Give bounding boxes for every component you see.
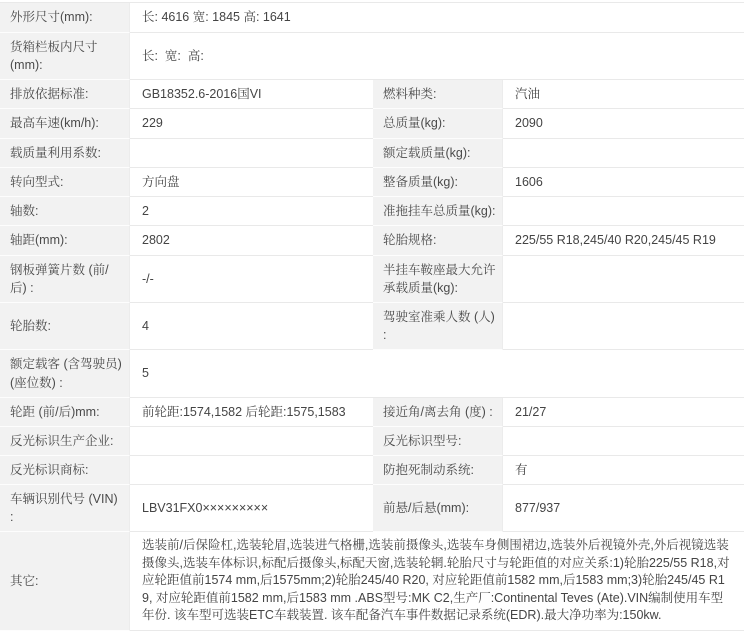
spec-label: 半挂车鞍座最大允许承载质量(kg):: [373, 256, 503, 303]
table-row-topspeed-gross-mass: [0, 109, 744, 138]
spec-label: 驾驶室准乘人数 (人) :: [373, 303, 503, 350]
spec-label: 载质量利用系数:: [0, 139, 130, 168]
spec-label: 其它:: [0, 532, 130, 631]
spec-value: [503, 197, 744, 226]
spec-label: 最高车速(km/h):: [0, 109, 130, 138]
spec-value: 长: 4616 宽: 1845 高: 1641: [130, 3, 744, 33]
table-row-reflective-marking-maker-model: [0, 427, 744, 456]
spec-value: 225/55 R18,245/40 R20,245/45 R19: [503, 226, 744, 256]
spec-label: 防抱死制动系统:: [373, 456, 503, 485]
table-row-seating-capacity: [0, 350, 744, 397]
spec-value: 2802: [130, 226, 373, 256]
spec-label: 反光标识商标:: [0, 456, 130, 485]
table-row-wheelbase-tire-spec: [0, 226, 744, 256]
spec-value: 汽油: [503, 80, 744, 109]
spec-label: 额定载质量(kg):: [373, 139, 503, 168]
spec-label: 总质量(kg):: [373, 109, 503, 138]
spec-label: 轴数:: [0, 197, 130, 226]
spec-label: 钢板弹簧片数 (前/后) :: [0, 256, 130, 303]
spec-label: 轮胎规格:: [373, 226, 503, 256]
spec-value: [503, 256, 744, 303]
spec-label: 反光标识型号:: [373, 427, 503, 456]
table-row-axles-trailer-mass: [0, 197, 744, 226]
spec-label: 排放依据标准:: [0, 80, 130, 109]
spec-value: 有: [503, 456, 744, 485]
spec-value: 4: [130, 303, 373, 350]
spec-label: 外形尺寸(mm):: [0, 3, 130, 33]
spec-label: 车辆识别代号 (VIN) :: [0, 485, 130, 532]
spec-label: 前悬/后悬(mm):: [373, 485, 503, 532]
spec-value: 2090: [503, 109, 744, 138]
table-row-load-factor-rated-load: [0, 139, 744, 168]
spec-label: 准拖挂车总质量(kg):: [373, 197, 503, 226]
spec-value: [503, 303, 744, 350]
table-row-tire-count-cab-capacity: [0, 303, 744, 350]
spec-value: 1606: [503, 168, 744, 197]
spec-value: 选装前/后保险杠,选装轮眉,选装进气格栅,选装前摄像头,选装车身侧围裙边,选装外后视镜外壳,外后视镜选装摄像头,选装车体标识,标配后摄像头,标配天窗,选装轮辋.轮胎尺寸与轮距值的对应关系:1)轮胎225/55 R18,对应轮距值前1574 mm,后1575mm;2)轮胎245/40 R20, 对应轮距值前1582 mm,后1583 mm;3)轮胎245/45 R19, 对应轮距值前1582 mm,后1583 mm .ABS型号:MK C2,生产厂:Continental Teves (Ate).VIN编制使用车型年份. 该车型可选装ETC车载装置. 该车配备汽车事件数据记录系统(EDR).最大净功率为:150kw.: [130, 532, 744, 631]
spec-label: 燃料种类:: [373, 80, 503, 109]
spec-value: 2: [130, 197, 373, 226]
spec-label: 整备质量(kg):: [373, 168, 503, 197]
spec-value: [503, 427, 744, 456]
spec-label: 轮胎数:: [0, 303, 130, 350]
spec-value: 877/937: [503, 485, 744, 532]
spec-label: 轮距 (前/后)mm:: [0, 398, 130, 427]
spec-value: [130, 139, 373, 168]
spec-value: GB18352.6-2016国VI: [130, 80, 373, 109]
table-row-exterior-dimensions: [0, 3, 744, 33]
table-row-vin-overhang: [0, 485, 744, 532]
spec-value: 前轮距:1574,1582 后轮距:1575,1583: [130, 398, 373, 427]
table-row-cargo-box-dimensions: [0, 33, 744, 80]
spec-value: 方向盘: [130, 168, 373, 197]
spec-label: 反光标识生产企业:: [0, 427, 130, 456]
spec-value: [130, 427, 373, 456]
table-row-other: [0, 532, 744, 631]
table-row-emission-fuel: [0, 80, 744, 109]
spec-label: 转向型式:: [0, 168, 130, 197]
spec-value: 5: [130, 350, 744, 397]
spec-label: 货箱栏板内尺寸(mm):: [0, 33, 130, 80]
spec-value: [503, 139, 744, 168]
spec-value: LBV31FX0×××××××××: [130, 485, 373, 532]
spec-value: [130, 456, 373, 485]
spec-label: 轴距(mm):: [0, 226, 130, 256]
vehicle-spec-table: [0, 2, 744, 631]
table-row-leaf-springs-saddle-load: [0, 256, 744, 303]
spec-label: 接近角/离去角 (度) :: [373, 398, 503, 427]
table-row-track-approach-angle: [0, 398, 744, 427]
spec-value: -/-: [130, 256, 373, 303]
spec-value: 长: 宽: 高:: [130, 33, 744, 80]
spec-label: 额定载客 (含驾驶员) (座位数) :: [0, 350, 130, 397]
spec-value: 21/27: [503, 398, 744, 427]
spec-value: 229: [130, 109, 373, 138]
table-row-steering-curb-mass: [0, 168, 744, 197]
table-row-reflective-trademark-abs: [0, 456, 744, 485]
